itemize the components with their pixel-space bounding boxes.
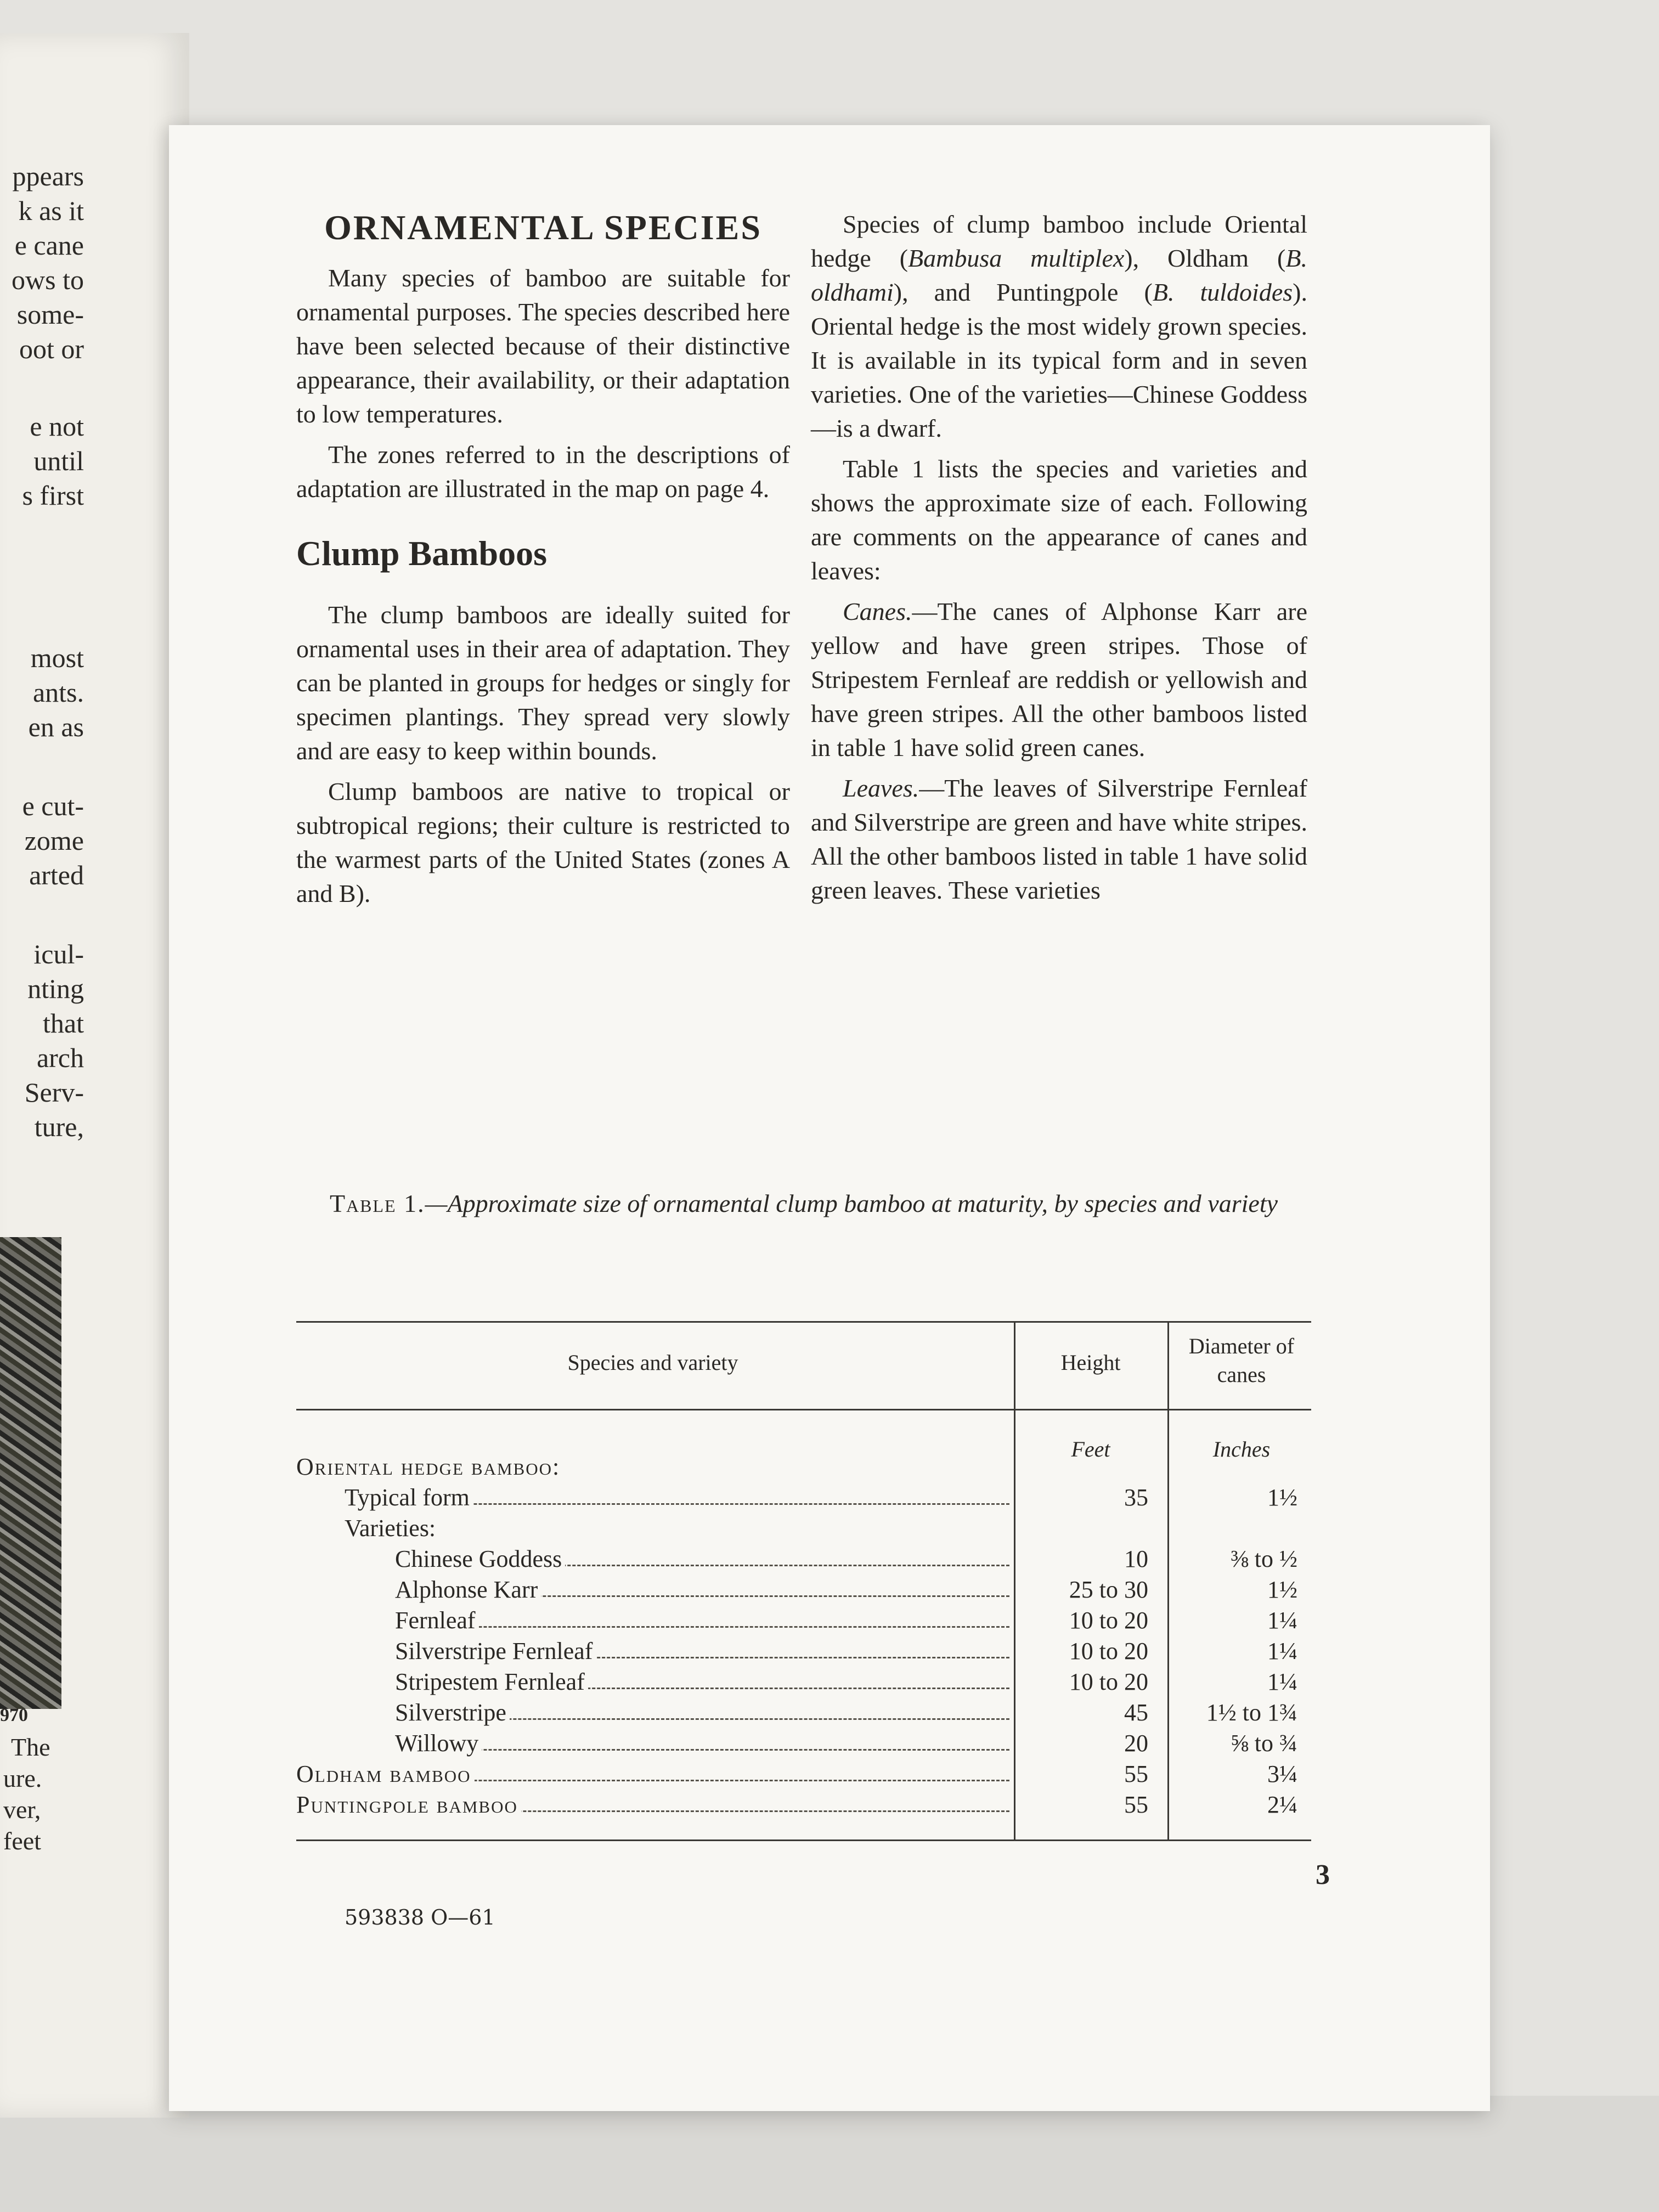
table-caption: Table 1.—Approximate size of ornamental clump bamboo at maturity, by species and variety: [329, 1189, 1278, 1217]
left-facing-page: [0, 33, 189, 2118]
column-header-species: Species and variety: [567, 1350, 738, 1375]
table-row: Fernleaf 10 to 20 1¼: [296, 1606, 1311, 1637]
left-column: [296, 207, 790, 917]
left-caption-fragment: ver,: [3, 1796, 41, 1824]
left-caption-fragment: The: [11, 1733, 50, 1761]
left-fragment: ture,: [34, 1111, 84, 1142]
table-intro-paragraph: Table 1 lists the species and varieties and shows the approximate size of each. Following are comments on the appearance of canes and leaves:: [811, 455, 1307, 585]
left-caption-fragment: feet: [3, 1827, 41, 1855]
table-row: Willowy 20 ⅝ to ¾: [296, 1729, 1311, 1760]
table-row: Varieties:: [296, 1514, 1311, 1545]
left-fragment: ows to: [12, 264, 84, 295]
leaves-paragraph: Leaves.—The leaves of Silverstripe Fernleaf and Silverstripe are green and have white stripes. All the other bamboos listed in table 1 have solid green leaves. These varieties: [811, 774, 1307, 904]
document-page: [169, 125, 1490, 2111]
clump-paragraph-2: Clump bamboos are native to tropical or subtropical regions; their culture is restricted to the warmest parts of the United States (zones A and B).: [296, 777, 790, 907]
section-heading: ORNAMENTAL SPECIES: [324, 208, 762, 247]
left-fragment: ppears: [12, 161, 84, 191]
page-number: 3: [1316, 1859, 1330, 1891]
left-fragment: e cut-: [22, 791, 84, 821]
left-fragment: that: [43, 1008, 84, 1039]
left-fragment: oot or: [19, 334, 84, 364]
left-caption-fragment: 970: [0, 1705, 28, 1725]
left-fragment: s first: [22, 480, 84, 511]
left-fragment: most: [30, 642, 84, 673]
table-row: Typical form 35 1½: [296, 1483, 1311, 1514]
species-paragraph: Species of clump bamboo include Oriental hedge (Bambusa multiplex), Oldham (B. oldhami), and Puntingpole (B. tuldoides). Oriental hedge is the most widely grown species. It is available in its typical form and in seven varieties. One of the varieties—Chinese Goddess—is a dwarf.: [811, 210, 1307, 442]
left-fragment: ants.: [32, 677, 84, 708]
intro-paragraph: Many species of bamboo are suitable for ornamental purposes. The species described here have been selected because of their distinctive appearance, their availability, or their adaptation to low temperatures.: [296, 264, 790, 428]
left-page-photo: [0, 1237, 61, 1709]
left-fragment: zome: [24, 825, 84, 856]
left-fragment: Serv-: [24, 1077, 84, 1108]
left-fragment: en as: [28, 712, 84, 742]
table-surface: [0, 2096, 1659, 2212]
diameter-unit: Inches: [1212, 1437, 1271, 1462]
table-row: Oldham bamboo 55 3¼: [296, 1760, 1297, 1787]
table-row: Alphonse Karr 25 to 30 1½: [296, 1576, 1311, 1606]
left-fragment: until: [33, 445, 84, 476]
left-fragment: e cane: [14, 230, 84, 261]
left-fragment: some-: [16, 299, 84, 330]
table-top-rule: [296, 1321, 1311, 1323]
table-row: Oriental hedge bamboo:: [296, 1453, 1311, 1483]
left-fragment: icul-: [33, 939, 84, 969]
table-bottom-rule: [296, 1839, 1311, 1841]
left-fragment: arch: [36, 1042, 84, 1073]
height-unit: Feet: [1071, 1437, 1110, 1462]
column-header-diameter: Diameter of canes: [1188, 1334, 1295, 1387]
canes-paragraph: Canes.—The canes of Alphonse Karr are yellow and have green stripes. Those of Stripestem Fernleaf are reddish or yellowish and have green stripes. All the other bamboos listed in table 1 have solid green canes.: [811, 597, 1307, 761]
subsection-heading: Clump Bamboos: [296, 534, 547, 573]
left-fragment: nting: [27, 973, 84, 1004]
left-fragment: arted: [29, 860, 84, 890]
column-header-height: Height: [1060, 1350, 1121, 1375]
left-caption-fragment: ure.: [3, 1764, 42, 1792]
left-fragment: e not: [30, 411, 84, 442]
table-row: Silverstripe Fernleaf 10 to 20 1¼: [296, 1637, 1311, 1668]
clump-paragraph-1: The clump bamboos are ideally suited for ornamental uses in their area of adaptation. They can be planted in groups for hedges or singly for specimen plantings. They spread very slowly and are easy to keep within bounds.: [296, 601, 790, 765]
print-code: 593838 O—61: [345, 1905, 495, 1929]
table-row: Silverstripe 45 1½ to 1¾: [296, 1699, 1311, 1729]
zones-paragraph: The zones referred to in the descriptions of adaptation are illustrated in the map on page 4.: [296, 441, 790, 503]
table-row: Puntingpole bamboo 55 2¼: [296, 1791, 1297, 1818]
left-fragment: k as it: [18, 195, 84, 226]
table-row: Stripestem Fernleaf 10 to 20 1¼: [296, 1668, 1311, 1699]
table-header-rule: [296, 1409, 1311, 1410]
right-column: [811, 207, 1307, 914]
table-row: Chinese Goddess 10 ⅜ to ½: [296, 1545, 1311, 1576]
